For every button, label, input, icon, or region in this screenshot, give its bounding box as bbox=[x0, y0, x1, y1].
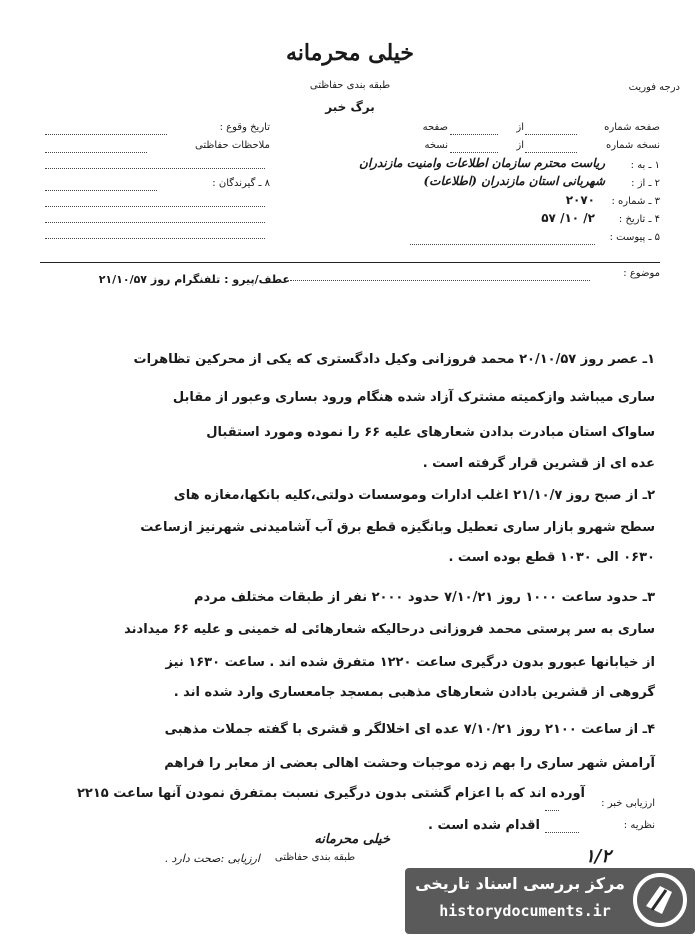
dotted-line bbox=[45, 190, 157, 191]
watermark-persian: مرکز بررسی اسناد تاریخی bbox=[415, 874, 625, 893]
footer-classification-caption: طبقه بندی حفاظتی bbox=[274, 852, 356, 863]
evaluation-label: ارزیابی خبر : bbox=[601, 798, 655, 809]
body-line: گروهی از قشرین بادادن شعارهای مذهبی بمسجد جامعساری وارد شده اند . bbox=[173, 685, 655, 700]
page-mark: ۱/۲ bbox=[585, 846, 611, 867]
dotted-line bbox=[45, 168, 265, 169]
body-line: آرامش شهر ساری را بهم زده موجبات وحشت اهالی بعضی از معابر را فراهم bbox=[164, 756, 655, 771]
watermark-url: historydocuments.ir bbox=[439, 902, 611, 920]
date-of-occurrence-label: تاریخ وقوع : bbox=[219, 122, 270, 133]
dotted-line bbox=[450, 152, 498, 153]
evaluation-value: ارزیابی :صحت دارد . bbox=[164, 852, 260, 865]
number-value: ۲۰۷۰ bbox=[565, 193, 595, 207]
footer-classification-stamp: خیلی محرمانه bbox=[314, 832, 390, 847]
form-title: برگ خبر bbox=[325, 100, 375, 114]
dotted-line bbox=[45, 152, 147, 153]
body-line: ساری میباشد وازکمیته مشترک آزاد شده هنگام ورود بساری وعبور از مقابل bbox=[172, 390, 655, 405]
body-line: سطح شهرو بازار ساری تعطیل وبانگیزه قطع برق آب آشامیدنی شهرنیز ازساعت bbox=[140, 520, 655, 535]
body-line: آورده اند که با اعزام گشتی بدون درگیری نسبت بمتفرق نمودن آنها ساعت ۲۲۱۵ bbox=[76, 786, 585, 801]
dotted-line bbox=[525, 152, 577, 153]
dotted-line bbox=[545, 810, 559, 811]
from-value: شهربانی استان مازندران (اطلاعات) bbox=[423, 174, 605, 188]
dotted-line bbox=[525, 134, 577, 135]
dotted-line bbox=[545, 832, 579, 833]
dotted-line bbox=[450, 134, 498, 135]
attachment-label: ۵ ـ پیوست : bbox=[609, 232, 660, 243]
body-line: اقدام شده است . bbox=[428, 818, 540, 833]
body-line: عده ای از قشرین قرار گرفته است . bbox=[422, 456, 655, 471]
date-value: ۲/ ۱۰/ ۵۷ bbox=[541, 211, 595, 225]
page-number-label: صفحه شماره bbox=[604, 122, 660, 133]
dotted-line bbox=[45, 134, 167, 135]
dotted-line bbox=[410, 244, 595, 245]
dotted-line bbox=[45, 206, 265, 207]
security-notes-label: ملاحظات حفاظتی bbox=[195, 140, 270, 151]
body-line: ۴ـ از ساعت ۲۱۰۰ روز ۷/۱۰/۲۱ عده ای اخلالگر و قشری با گفته جملات مذهبی bbox=[164, 722, 655, 737]
page-word: صفحه bbox=[422, 122, 448, 133]
copy-word: نسخه bbox=[424, 140, 448, 151]
body-line: ۱ـ عصر روز ۲۰/۱۰/۵۷ محمد فروزانی وکیل دادگستری که یکی از محرکین تظاهرات bbox=[133, 352, 655, 367]
body-line: ۲ـ از صبح روز ۲۱/۱۰/۷ اغلب ادارات وموسسات دولتی،کلیه بانکها،مغازه های bbox=[173, 488, 655, 503]
dotted-line bbox=[45, 222, 265, 223]
from-label: ۲ ـ از : bbox=[631, 178, 660, 189]
number-label: ۳ ـ شماره : bbox=[611, 196, 660, 207]
opinion-label: نظریه : bbox=[623, 820, 655, 831]
classification-caption: طبقه بندی حفاظتی bbox=[309, 80, 391, 91]
date-label: ۴ ـ تاریخ : bbox=[618, 214, 660, 225]
body-line: ساواک استان مبادرت بدادن شعارهای علیه ۶۶ را نموده ومورد استقبال bbox=[206, 425, 655, 440]
copy-of: از bbox=[516, 140, 524, 151]
dotted-line bbox=[45, 238, 265, 239]
to-label: ۱ ـ به : bbox=[630, 160, 660, 171]
urgency-label: درجه فوریت bbox=[628, 82, 680, 93]
body-line: ۳ـ حدود ساعت ۱۰۰۰ روز ۷/۱۰/۲۱ حدود ۲۰۰۰ نفر از طبقات مختلف مردم bbox=[194, 590, 655, 605]
body-line: ساری به سر پرستی محمد فروزانی درحالیکه شعارهائی له خمینی و علیه ۶۶ میدادند bbox=[124, 622, 655, 637]
separator-rule bbox=[40, 262, 660, 263]
reference-text: عطف/پیرو : تلفنگرام روز ۲۱/۱۰/۵۷ bbox=[98, 273, 290, 286]
recipients-label: ۸ ـ گیرندگان : bbox=[212, 178, 270, 189]
dotted-line bbox=[290, 280, 590, 281]
copy-number-label: نسخه شماره bbox=[606, 140, 660, 151]
page-of: از bbox=[516, 122, 524, 133]
classification-stamp: خیلی محرمانه bbox=[285, 40, 415, 66]
to-value: ریاست محترم سازمان اطلاعات وامنیت مازندران bbox=[359, 156, 605, 170]
body-line: ۰۶۳۰ الی ۱۰۳۰ قطع بوده است . bbox=[448, 550, 655, 565]
archive-logo-icon bbox=[632, 872, 688, 928]
body-line: از خیابانها عبورو بدون درگیری ساعت ۱۲۲۰ متفرق شده اند . ساعت ۱۶۳۰ نیز bbox=[165, 655, 655, 670]
subject-label: موضوع : bbox=[623, 268, 660, 279]
